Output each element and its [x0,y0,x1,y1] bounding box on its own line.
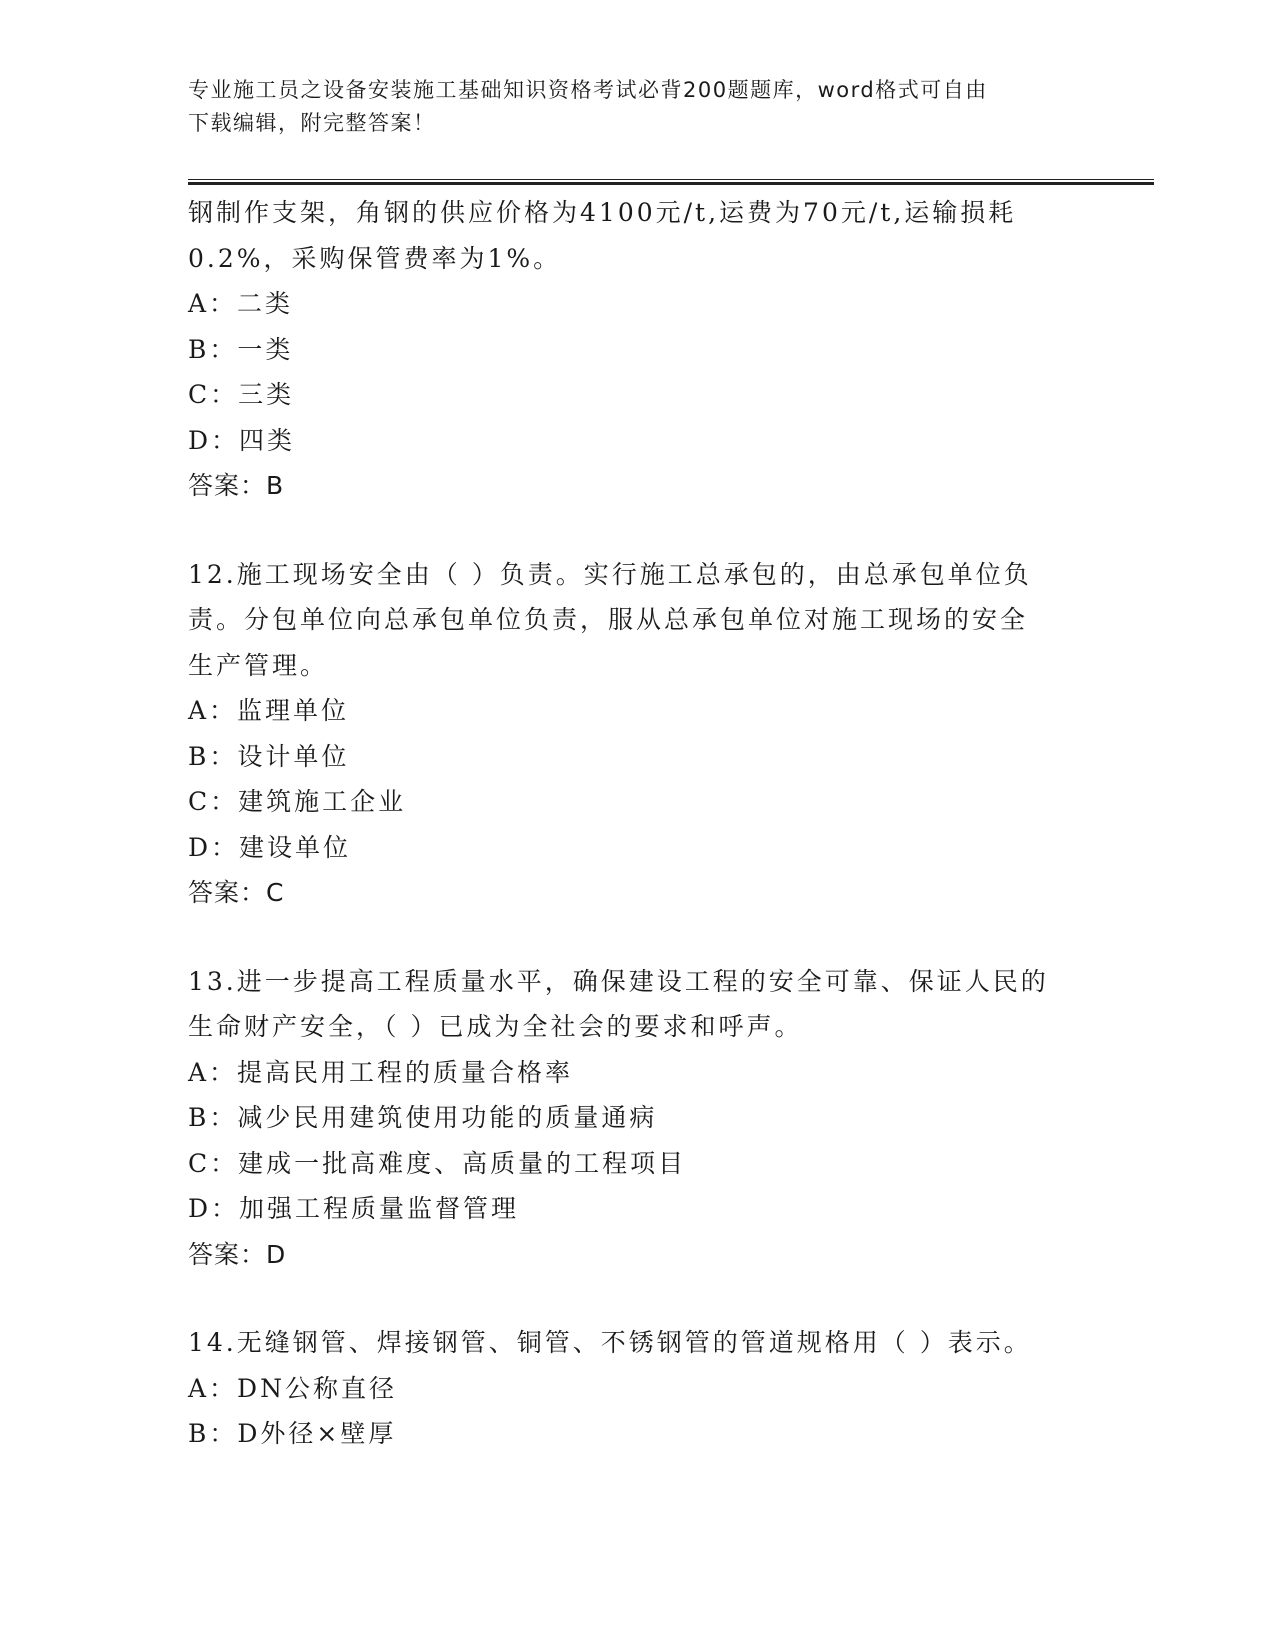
spacer [188,916,1088,959]
option-a: A：二类 [188,289,294,318]
option-d: D：四类 [188,425,296,455]
header-line-2: 下载编辑，附完整答案！ [188,111,436,135]
question-text-line: 12.施工现场安全由（ ）负责。实行施工总承包的，由总承包单位负 [188,559,1032,589]
option-b: B：一类 [188,334,294,364]
question-text-line: 0.2%，采购保管费率为1%。 [188,243,562,273]
header-rule-thick [188,182,1154,185]
question-13 [188,959,1088,1278]
spacer [188,1277,1088,1320]
question-text-line: 生产管理。 [188,650,329,680]
option-a: A：提高民用工程的质量合格率 [188,1057,574,1087]
answer-label: 答案：D [188,1239,287,1269]
header-rule-thin [188,179,1154,180]
header-line-1: 专业施工员之设备安装施工基础知识资格考试必背200题题库，word格式可自由 [188,78,988,102]
option-d: D：加强工程质量监督管理 [188,1194,520,1223]
question-text-line: 责。分包单位向总承包单位负责，服从总承包单位对施工现场的安全 [188,605,1029,634]
question-12 [188,552,1088,916]
spacer [188,509,1088,552]
option-b: B：减少民用建筑使用功能的质量通病 [188,1103,658,1132]
question-11 [188,190,1088,509]
question-text-line: 13.进一步提高工程质量水平，确保建设工程的安全可靠、保证人民的 [188,966,1049,996]
option-a: A：监理单位 [188,696,350,725]
answer-label: 答案：C [188,878,285,907]
question-14 [188,1320,1088,1457]
document-header [188,74,1068,140]
option-a: A：DN公称直径 [188,1373,397,1403]
option-c: C：三类 [188,380,295,409]
option-c: C：建成一批高难度、高质量的工程项目 [188,1148,687,1178]
option-c: C：建筑施工企业 [188,787,407,816]
answer-label: 答案：B [188,471,285,500]
question-content [188,190,1088,1457]
question-text-line: 生命财产安全，（ ）已成为全社会的要求和呼声。 [188,1012,803,1041]
option-b: B：设计单位 [188,741,350,771]
question-text-line: 14.无缝钢管、焊接钢管、铜管、不锈钢管的管道规格用（ ）表示。 [188,1328,1032,1357]
option-b: B：D外径×壁厚 [188,1419,397,1448]
question-text-line: 钢制作支架，角钢的供应价格为4100元/t,运费为70元/t,运输损耗 [188,198,1017,227]
option-d: D：建设单位 [188,832,352,862]
